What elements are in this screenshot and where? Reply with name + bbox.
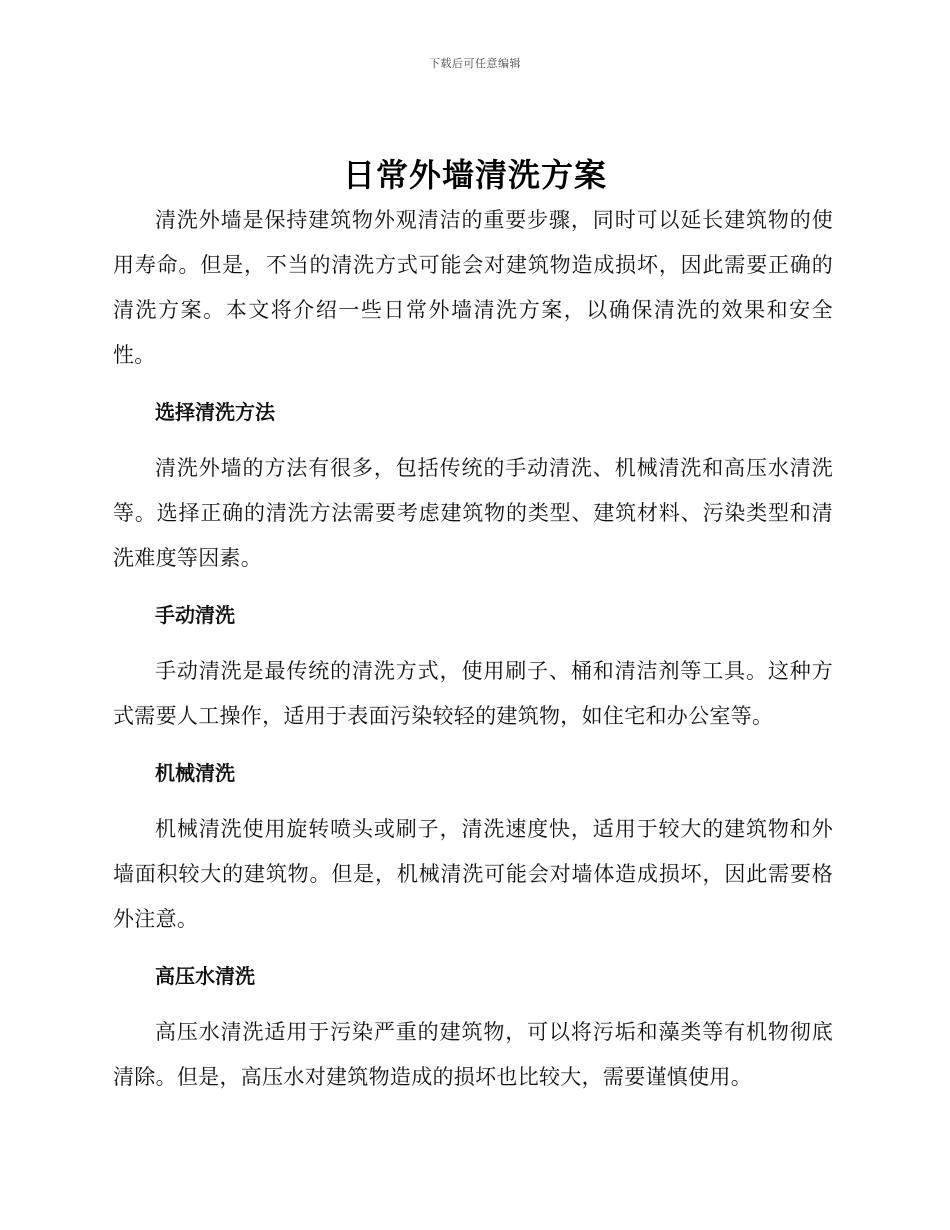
section-paragraph-manual: 手动清洗是最传统的清洗方式，使用刷子、桶和清洁剂等工具。这种方式需要人工操作，适用于表面污染较轻的建筑物，如住宅和办公室等。 <box>113 659 833 728</box>
section-paragraph-mechanical: 机械清洗使用旋转喷头或刷子，清洗速度快，适用于较大的建筑物和外墙面积较大的建筑物。但是，机械清洗可能会对墙体造成损坏，因此需要格外注意。 <box>113 817 833 931</box>
page-title: 日常外墙清洗方案 <box>342 156 607 194</box>
section-heading-mechanical: 机械清洗 <box>155 761 235 785</box>
section-paragraph-high-pressure: 高压水清洗适用于污染严重的建筑物，可以将污垢和藻类等有机物彻底清除。但是，高压水对建筑物造成的损坏也比较大，需要谨慎使用。 <box>113 1020 833 1089</box>
section-heading-manual: 手动清洗 <box>155 603 235 627</box>
header-note: 下载后可任意编辑 <box>429 57 521 70</box>
section-heading-high-pressure: 高压水清洗 <box>155 964 255 988</box>
section-paragraph-methods: 清洗外墙的方法有很多，包括传统的手动清洗、机械清洗和高压水清洗等。选择正确的清洗方法需要考虑建筑物的类型、建筑材料、污染类型和清洗难度等因素。 <box>113 456 833 570</box>
document-body <box>113 198 833 1100</box>
section-heading-methods: 选择清洗方法 <box>155 400 275 424</box>
intro-paragraph: 清洗外墙是保持建筑物外观清洁的重要步骤，同时可以延长建筑物的使用寿命。但是，不当的清洗方式可能会对建筑物造成损坏，因此需要正确的清洗方案。本文将介绍一些日常外墙清洗方案，以确保清洗的效果和安全性。 <box>113 208 833 367</box>
